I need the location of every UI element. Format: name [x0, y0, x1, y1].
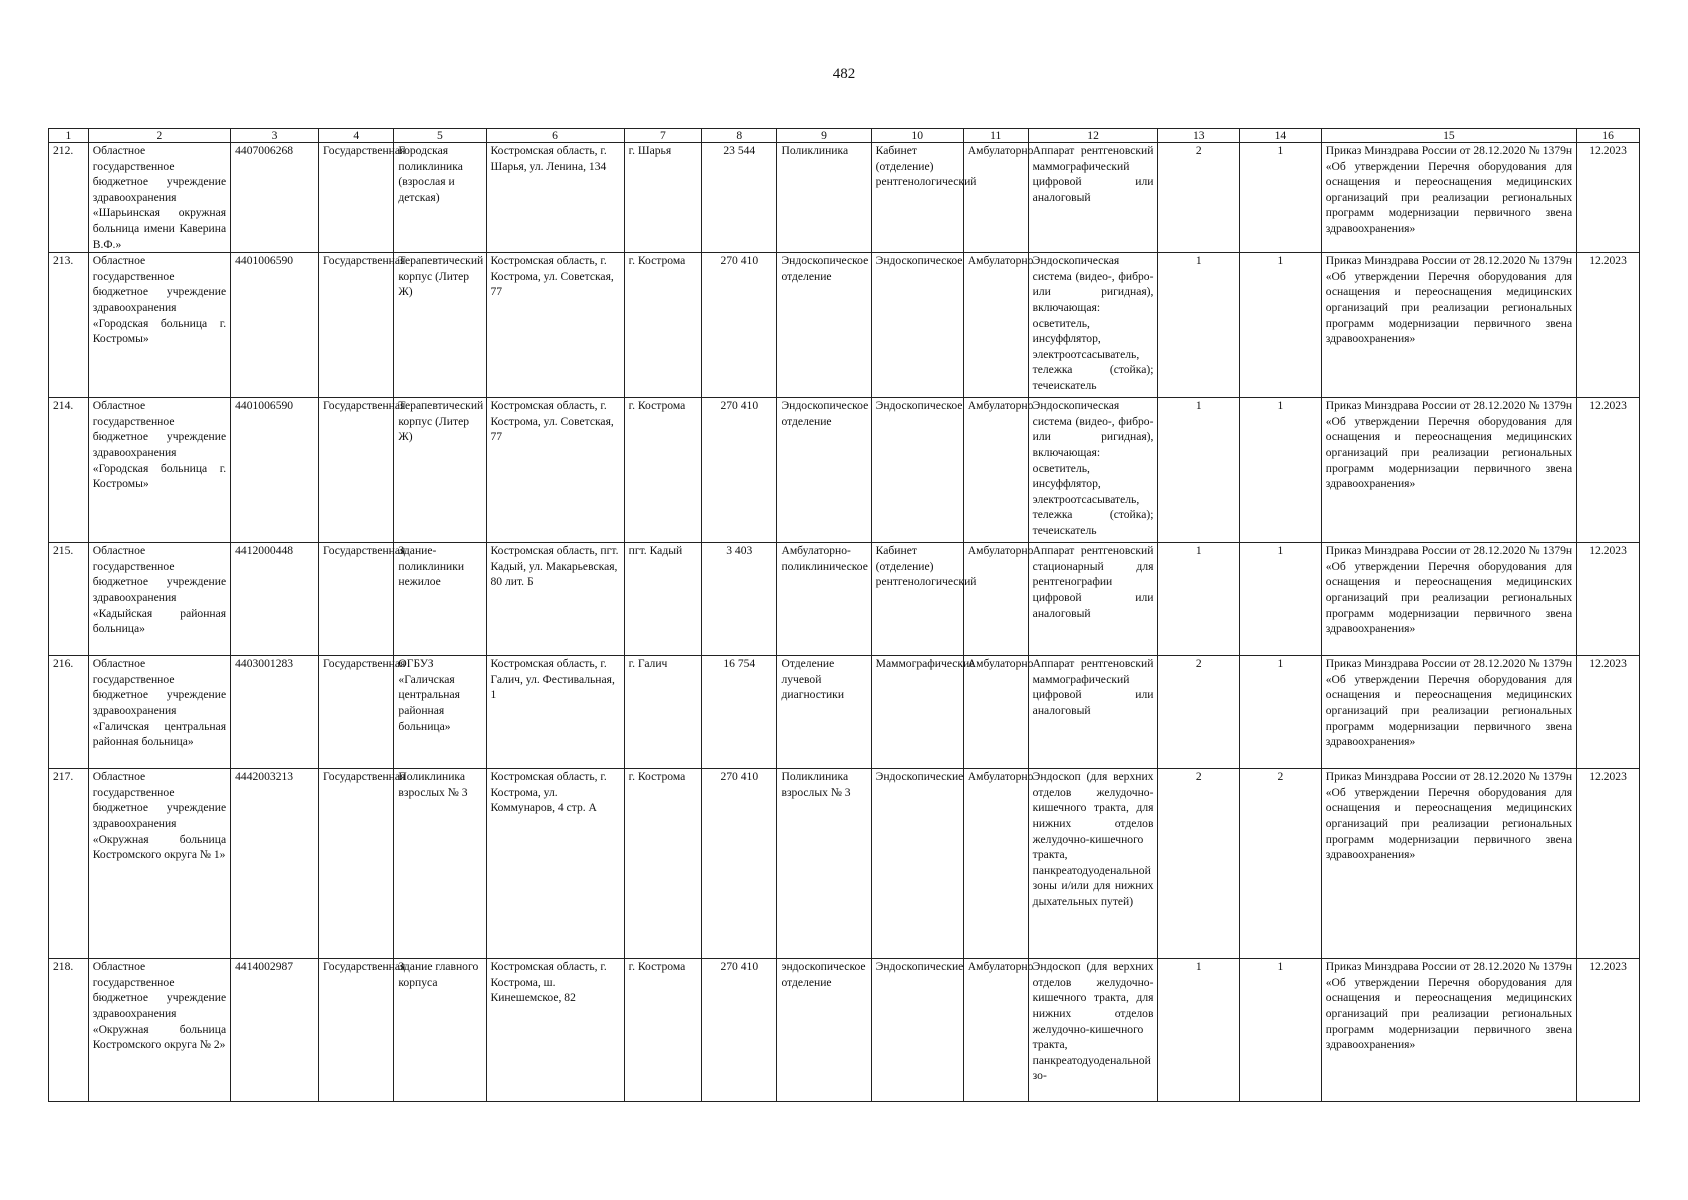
due-date: 12.2023 — [1577, 253, 1640, 398]
equipment: Эндоскопическая система (видео-, фибро- или ригидная), включающая: осветитель, инсуффлятор, электроотсасыватель, тележка (стойка); течеискатель — [1028, 253, 1158, 398]
locality: г. Кострома — [624, 253, 701, 398]
population: 270 410 — [702, 959, 777, 1102]
department: Эндоскопическое отделение — [777, 253, 871, 398]
row-number: 216. — [49, 656, 89, 769]
organization-name: Областное государственное бюджетное учреждение здравоохранения «Городская больница г. Костромы» — [88, 253, 230, 398]
equipment: Аппарат рентгеновский маммографический цифровой или аналоговый — [1028, 656, 1158, 769]
population: 16 754 — [702, 656, 777, 769]
quantity-14: 1 — [1240, 656, 1322, 769]
inn: 4401006590 — [231, 253, 319, 398]
building: Здание главного корпуса — [394, 959, 486, 1102]
table-row — [49, 543, 1640, 656]
column-header: 13 — [1158, 129, 1240, 143]
equipment: Аппарат рентгеновский маммографический цифровой или аналоговый — [1028, 143, 1158, 253]
quantity-13: 2 — [1158, 656, 1240, 769]
row-number: 217. — [49, 769, 89, 959]
ownership: Государственная — [319, 769, 394, 959]
inn: 4414002987 — [231, 959, 319, 1102]
equipment: Аппарат рентгеновский стационарный для рентгенографии цифровой или аналоговый — [1028, 543, 1158, 656]
cabinet: Маммографические — [871, 656, 963, 769]
organization-name: Областное государственное бюджетное учреждение здравоохранения «Шарьинская окружная больница имени Каверина В.Ф.» — [88, 143, 230, 253]
quantity-14: 1 — [1240, 253, 1322, 398]
row-number: 212. — [49, 143, 89, 253]
cabinet: Эндоскопическое — [871, 398, 963, 543]
column-header: 1 — [49, 129, 89, 143]
department: Отделение лучевой диагностики — [777, 656, 871, 769]
address: Костромская область, г. Шарья, ул. Ленина, 134 — [486, 143, 624, 253]
department: Амбулаторно-поликлиническое — [777, 543, 871, 656]
table-row — [49, 656, 1640, 769]
ownership: Государственная — [319, 398, 394, 543]
legal-basis: Приказ Минздрава России от 28.12.2020 № 1379н «Об утверждении Перечня оборудования для оснащения и переоснащения медицинских организаций при реализации региональных программ модернизации первичного звена здравоохранения» — [1321, 143, 1576, 253]
population: 23 544 — [702, 143, 777, 253]
care-type: Амбулаторно — [963, 769, 1028, 959]
building: Терапевтический корпус (Литер Ж) — [394, 398, 486, 543]
row-number: 218. — [49, 959, 89, 1102]
legal-basis: Приказ Минздрава России от 28.12.2020 № 1379н «Об утверждении Перечня оборудования для оснащения и переоснащения медицинских организаций при реализации региональных программ модернизации первичного звена здравоохранения» — [1321, 769, 1576, 959]
table-row — [49, 398, 1640, 543]
care-type: Амбулаторно — [963, 959, 1028, 1102]
column-header: 11 — [963, 129, 1028, 143]
population: 3 403 — [702, 543, 777, 656]
quantity-14: 1 — [1240, 543, 1322, 656]
inn: 4403001283 — [231, 656, 319, 769]
building: Терапевтический корпус (Литер Ж) — [394, 253, 486, 398]
inn: 4401006590 — [231, 398, 319, 543]
locality: пгт. Кадый — [624, 543, 701, 656]
legal-basis: Приказ Минздрава России от 28.12.2020 № 1379н «Об утверждении Перечня оборудования для оснащения и переоснащения медицинских организаций при реализации региональных программ модернизации первичного звена здравоохранения» — [1321, 253, 1576, 398]
column-header: 9 — [777, 129, 871, 143]
organization-name: Областное государственное бюджетное учреждение здравоохранения «Городская больница г. Костромы» — [88, 398, 230, 543]
organization-name: Областное государственное бюджетное учреждение здравоохранения «Окружная больница Костромского округа № 1» — [88, 769, 230, 959]
quantity-14: 2 — [1240, 769, 1322, 959]
address: Костромская область, г. Кострома, ул. Коммунаров, 4 стр. А — [486, 769, 624, 959]
column-header: 4 — [319, 129, 394, 143]
quantity-13: 1 — [1158, 543, 1240, 656]
row-number: 214. — [49, 398, 89, 543]
address: Костромская область, пгт. Кадый, ул. Макарьевская, 80 лит. Б — [486, 543, 624, 656]
column-header: 15 — [1321, 129, 1576, 143]
quantity-13: 1 — [1158, 398, 1240, 543]
inn: 4412000448 — [231, 543, 319, 656]
legal-basis: Приказ Минздрава России от 28.12.2020 № 1379н «Об утверждении Перечня оборудования для оснащения и переоснащения медицинских организаций при реализации региональных программ модернизации первичного звена здравоохранения» — [1321, 398, 1576, 543]
address: Костромская область, г. Кострома, ул. Советская, 77 — [486, 253, 624, 398]
page-number: 482 — [832, 66, 856, 82]
organization-name: Областное государственное бюджетное учреждение здравоохранения «Окружная больница Костромского округа № 2» — [88, 959, 230, 1102]
ownership: Государственная — [319, 656, 394, 769]
due-date: 12.2023 — [1577, 543, 1640, 656]
quantity-14: 1 — [1240, 959, 1322, 1102]
equipment-registry-table — [48, 128, 1640, 1102]
cabinet: Эндоскопические — [871, 769, 963, 959]
care-type: Амбулаторно — [963, 398, 1028, 543]
care-type: Амбулаторно — [963, 143, 1028, 253]
column-header: 7 — [624, 129, 701, 143]
column-header: 3 — [231, 129, 319, 143]
table-row — [49, 253, 1640, 398]
due-date: 12.2023 — [1577, 398, 1640, 543]
building: ОГБУЗ «Галичская центральная районная больница» — [394, 656, 486, 769]
table-row — [49, 143, 1640, 253]
ownership: Государственная — [319, 543, 394, 656]
legal-basis: Приказ Минздрава России от 28.12.2020 № 1379н «Об утверждении Перечня оборудования для оснащения и переоснащения медицинских организаций при реализации региональных программ модернизации первичного звена здравоохранения» — [1321, 959, 1576, 1102]
population: 270 410 — [702, 253, 777, 398]
locality: г. Кострома — [624, 769, 701, 959]
column-header: 8 — [702, 129, 777, 143]
cabinet: Эндоскопическое — [871, 253, 963, 398]
inn: 4407006268 — [231, 143, 319, 253]
quantity-14: 1 — [1240, 398, 1322, 543]
equipment: Эндоскоп (для верхних отделов желудочно-кишечного тракта, для нижних отделов желудочно-кишечного тракта, панкреатодуоденальной зо- — [1028, 959, 1158, 1102]
legal-basis: Приказ Минздрава России от 28.12.2020 № 1379н «Об утверждении Перечня оборудования для оснащения и переоснащения медицинских организаций при реализации региональных программ модернизации первичного звена здравоохранения» — [1321, 656, 1576, 769]
locality: г. Галич — [624, 656, 701, 769]
building: Городская поликлиника (взрослая и детская) — [394, 143, 486, 253]
locality: г. Кострома — [624, 959, 701, 1102]
population: 270 410 — [702, 398, 777, 543]
row-number: 215. — [49, 543, 89, 656]
department: эндоскопическое отделение — [777, 959, 871, 1102]
department: Поликлиника взрослых № 3 — [777, 769, 871, 959]
due-date: 12.2023 — [1577, 143, 1640, 253]
address: Костромская область, г. Галич, ул. Фестивальная, 1 — [486, 656, 624, 769]
address: Костромская область, г. Кострома, ш. Кинешемское, 82 — [486, 959, 624, 1102]
building: Поликлиника взрослых № 3 — [394, 769, 486, 959]
quantity-13: 1 — [1158, 253, 1240, 398]
locality: г. Шарья — [624, 143, 701, 253]
care-type: Амбулаторно — [963, 656, 1028, 769]
ownership: Государственная — [319, 143, 394, 253]
ownership: Государственная — [319, 253, 394, 398]
organization-name: Областное государственное бюджетное учреждение здравоохранения «Кадыйская районная больница» — [88, 543, 230, 656]
column-header: 2 — [88, 129, 230, 143]
column-number-row — [49, 129, 1640, 143]
quantity-13: 1 — [1158, 959, 1240, 1102]
quantity-13: 2 — [1158, 769, 1240, 959]
column-header: 16 — [1577, 129, 1640, 143]
column-header: 14 — [1240, 129, 1322, 143]
equipment: Эндоскопическая система (видео-, фибро- или ригидная), включающая: осветитель, инсуффлятор, электроотсасыватель, тележка (стойка); течеискатель — [1028, 398, 1158, 543]
department: Поликлиника — [777, 143, 871, 253]
due-date: 12.2023 — [1577, 959, 1640, 1102]
population: 270 410 — [702, 769, 777, 959]
column-header: 5 — [394, 129, 486, 143]
cabinet: Кабинет (отделение) рентгенологический — [871, 543, 963, 656]
column-header: 6 — [486, 129, 624, 143]
organization-name: Областное государственное бюджетное учреждение здравоохранения «Галичская центральная районная больница» — [88, 656, 230, 769]
care-type: Амбулаторно — [963, 253, 1028, 398]
building: Здание-поликлиники нежилое — [394, 543, 486, 656]
quantity-13: 2 — [1158, 143, 1240, 253]
ownership: Государственная — [319, 959, 394, 1102]
table-row — [49, 959, 1640, 1102]
cabinet: Кабинет (отделение) рентгенологический — [871, 143, 963, 253]
address: Костромская область, г. Кострома, ул. Советская, 77 — [486, 398, 624, 543]
care-type: Амбулаторно — [963, 543, 1028, 656]
equipment: Эндоскоп (для верхних отделов желудочно-кишечного тракта, для нижних отделов желудочно-кишечного тракта, панкреатодуоденальной зоны и/или для нижних дыхательных путей) — [1028, 769, 1158, 959]
quantity-14: 1 — [1240, 143, 1322, 253]
column-header: 10 — [871, 129, 963, 143]
department: Эндоскопическое отделение — [777, 398, 871, 543]
locality: г. Кострома — [624, 398, 701, 543]
table-row — [49, 769, 1640, 959]
due-date: 12.2023 — [1577, 769, 1640, 959]
row-number: 213. — [49, 253, 89, 398]
column-header: 12 — [1028, 129, 1158, 143]
due-date: 12.2023 — [1577, 656, 1640, 769]
cabinet: Эндоскопические — [871, 959, 963, 1102]
legal-basis: Приказ Минздрава России от 28.12.2020 № 1379н «Об утверждении Перечня оборудования для оснащения и переоснащения медицинских организаций при реализации региональных программ модернизации первичного звена здравоохранения» — [1321, 543, 1576, 656]
inn: 4442003213 — [231, 769, 319, 959]
